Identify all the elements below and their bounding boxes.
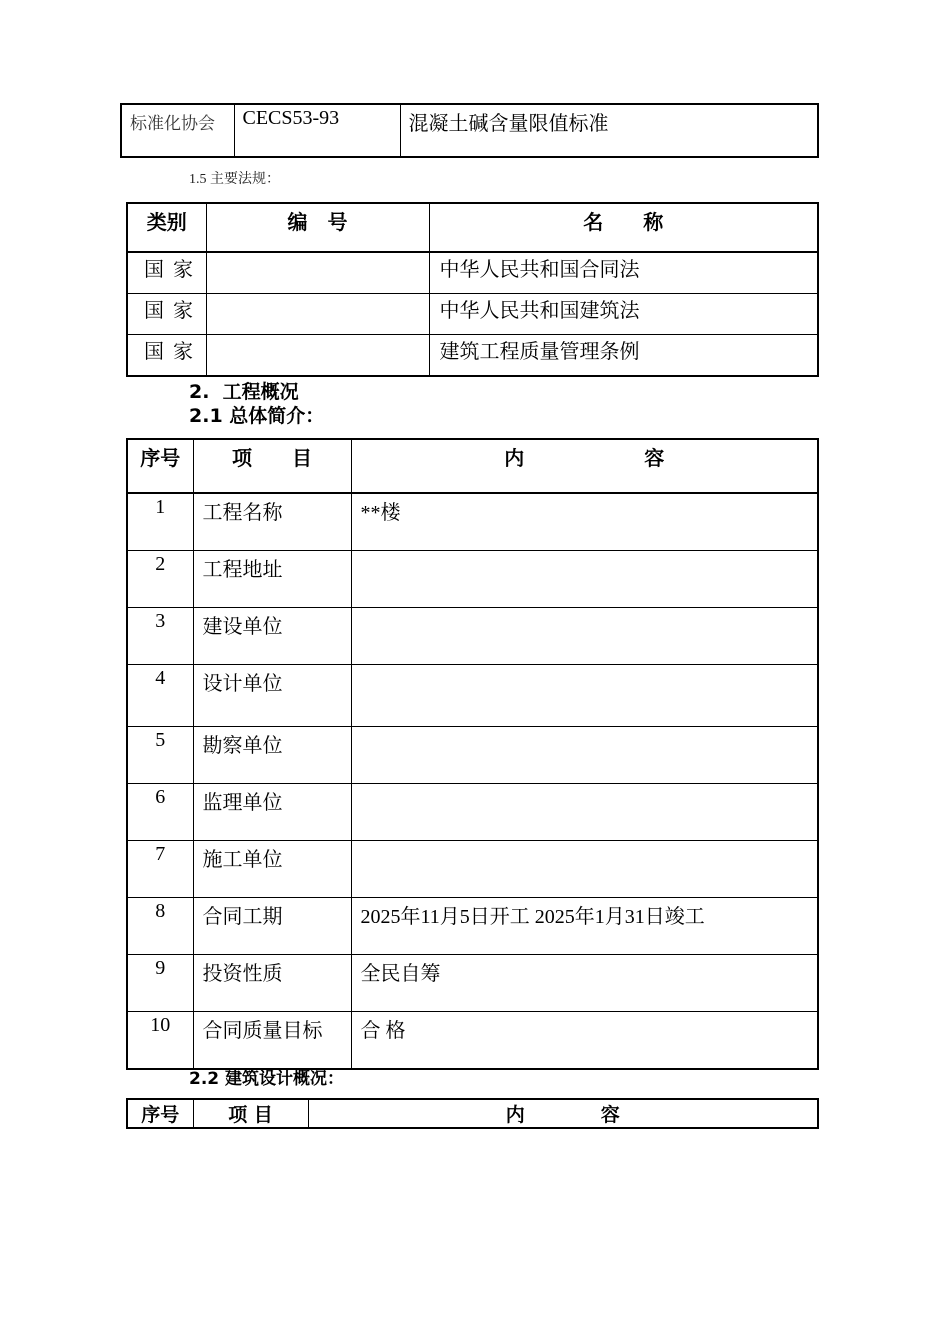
standard-category: 标准化协会 [121,104,234,157]
table-header-row [127,1099,818,1128]
regulations-table [126,202,819,377]
table-row [121,104,818,157]
row-number: 10 [127,1012,193,1070]
regulation-code [206,252,429,294]
row-item: 工程地址 [193,551,351,608]
table-row [127,551,818,608]
row-number: 5 [127,727,193,784]
header-content: 内 容 [308,1099,818,1128]
row-number: 1 [127,493,193,551]
table-row [127,784,818,841]
table-row [127,608,818,665]
row-number: 9 [127,955,193,1012]
regulation-name: 建筑工程质量管理条例 [429,335,818,377]
table-row [127,335,818,377]
row-content: 2025年11月5日开工 2025年1月31日竣工 [351,898,818,955]
row-item: 投资性质 [193,955,351,1012]
row-content [351,727,818,784]
row-item: 合同工期 [193,898,351,955]
table-header-row [127,439,818,493]
table-row [127,252,818,294]
standard-code: CECS53-93 [234,104,400,157]
row-content [351,551,818,608]
table-row [127,955,818,1012]
regulation-category: 国 家 [127,294,206,335]
regulation-code [206,335,429,377]
table-header-row [127,203,818,252]
header-code: 编 号 [206,203,429,252]
regulation-category: 国 家 [127,335,206,377]
row-content [351,784,818,841]
row-item: 施工单位 [193,841,351,898]
table-row [127,841,818,898]
row-number: 7 [127,841,193,898]
row-number: 6 [127,784,193,841]
overview-table [126,438,819,1070]
section-2-2-heading: 2.2 建筑设计概况： [189,1069,345,1089]
regulation-name: 中华人民共和国合同法 [429,252,818,294]
row-item: 合同质量目标 [193,1012,351,1070]
row-content [351,665,818,727]
row-number: 8 [127,898,193,955]
table-row [127,898,818,955]
row-item: 工程名称 [193,493,351,551]
table-row [127,1012,818,1070]
design-overview-table [126,1098,819,1129]
regulation-category: 国 家 [127,252,206,294]
regulation-name: 中华人民共和国建筑法 [429,294,818,335]
row-item: 勘察单位 [193,727,351,784]
row-number: 2 [127,551,193,608]
section-2-title: 2. 工程概况 [189,381,299,403]
row-item: 监理单位 [193,784,351,841]
header-number: 序号 [127,1099,193,1128]
row-content [351,841,818,898]
row-content [351,608,818,665]
row-number: 3 [127,608,193,665]
header-item: 项 目 [193,1099,308,1128]
header-name: 名 称 [429,203,818,252]
section-2-heading [189,377,299,404]
row-item: 建设单位 [193,608,351,665]
section-1-5-heading: 1.5 主要法规： [189,172,280,187]
row-content: **楼 [351,493,818,551]
standards-table [120,103,819,158]
row-item: 设计单位 [193,665,351,727]
table-row [127,493,818,551]
table-row [127,665,818,727]
row-number: 4 [127,665,193,727]
row-content: 全民自筹 [351,955,818,1012]
header-content: 内 容 [351,439,818,493]
header-item: 项 目 [193,439,351,493]
regulation-code [206,294,429,335]
table-row [127,294,818,335]
table-row [127,727,818,784]
row-content: 合 格 [351,1012,818,1070]
header-number: 序号 [127,439,193,493]
header-category: 类别 [127,203,206,252]
standard-name: 混凝土碱含量限值标准 [400,104,818,157]
section-2-1-heading: 2.1 总体简介： [189,405,325,427]
